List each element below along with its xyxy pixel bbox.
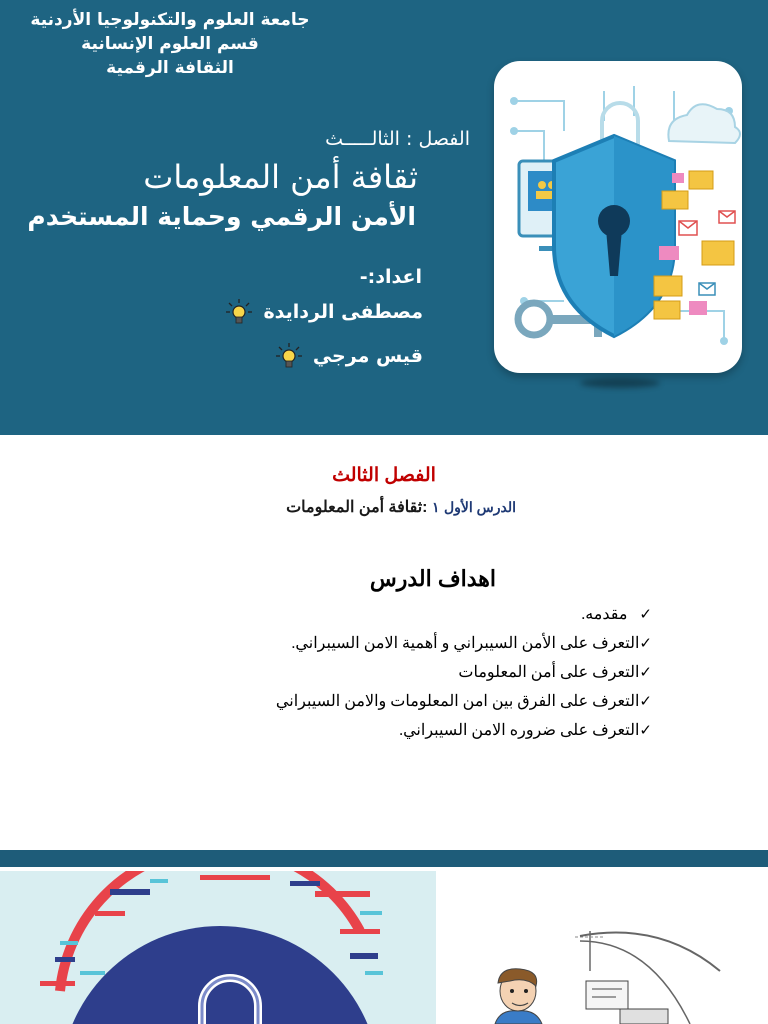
goal-item bbox=[276, 658, 652, 687]
lesson-label: الدرس الأول bbox=[443, 499, 516, 515]
university-name: جامعة العلوم والتكنولوجيا الأردنية bbox=[30, 10, 310, 30]
course-name: الثقافة الرقمية bbox=[106, 58, 234, 78]
slide-top-bar bbox=[0, 850, 768, 867]
phishing-hacker-illustration-icon bbox=[440, 871, 768, 1024]
card-shadow bbox=[580, 378, 660, 388]
goal-text: التعرف على أمن المعلومات bbox=[458, 664, 640, 681]
checkmark-icon: ✓ bbox=[639, 663, 652, 681]
images-slide bbox=[0, 867, 768, 1024]
padlock-image bbox=[0, 871, 436, 1024]
goal-item bbox=[276, 716, 652, 745]
goal-text: مقدمه. bbox=[581, 606, 628, 623]
goal-item bbox=[276, 629, 652, 658]
lightbulb-icon bbox=[225, 298, 253, 326]
author-name: مصطفى الردايدة bbox=[263, 301, 423, 323]
author-item bbox=[225, 298, 423, 326]
padlock-circle-glitch-icon bbox=[0, 871, 436, 1024]
goals-list bbox=[276, 600, 652, 745]
lesson-heading bbox=[286, 497, 516, 517]
lesson-title: :ثقافة أمن المعلومات bbox=[286, 499, 428, 516]
chapter-line: الفصل : الثالـــــث bbox=[325, 128, 470, 150]
phishing-image bbox=[440, 871, 768, 1024]
goal-text: التعرف على الأمن السيبراني و أهمية الامن السيبراني. bbox=[291, 635, 640, 652]
checkmark-icon: ✓ bbox=[639, 634, 652, 652]
department-name: قسم العلوم الإنسانية bbox=[81, 34, 259, 54]
title-slide bbox=[0, 0, 768, 435]
checkmark-icon: ✓ bbox=[639, 605, 652, 623]
university-header bbox=[10, 8, 330, 80]
prepared-by-label: اعداد:- bbox=[359, 266, 422, 288]
goal-text: التعرف على الفرق بين امن المعلومات والامن السيبراني bbox=[275, 693, 640, 710]
goals-title: اهداف الدرس bbox=[369, 566, 496, 591]
goal-item bbox=[276, 687, 652, 716]
slide-title: ثقافة أمن المعلومات bbox=[143, 158, 418, 196]
lesson-goals-slide bbox=[0, 438, 768, 850]
checkmark-icon: ✓ bbox=[639, 721, 652, 739]
goal-item bbox=[276, 600, 652, 629]
lightbulb-icon bbox=[275, 342, 303, 370]
checkmark-icon: ✓ bbox=[639, 692, 652, 710]
cyber-security-image bbox=[494, 61, 742, 373]
cyber-security-shield-lock-icon bbox=[494, 61, 742, 373]
slide-subtitle: الأمن الرقمي وحماية المستخدم bbox=[27, 202, 416, 231]
author-name: قيس مرجي bbox=[312, 345, 423, 367]
chapter-title: الفصل الثالث bbox=[332, 465, 436, 486]
author-item bbox=[275, 342, 423, 370]
goal-text: التعرف على ضروره الامن السيبراني. bbox=[399, 722, 640, 739]
lesson-number: ١ bbox=[431, 499, 440, 515]
